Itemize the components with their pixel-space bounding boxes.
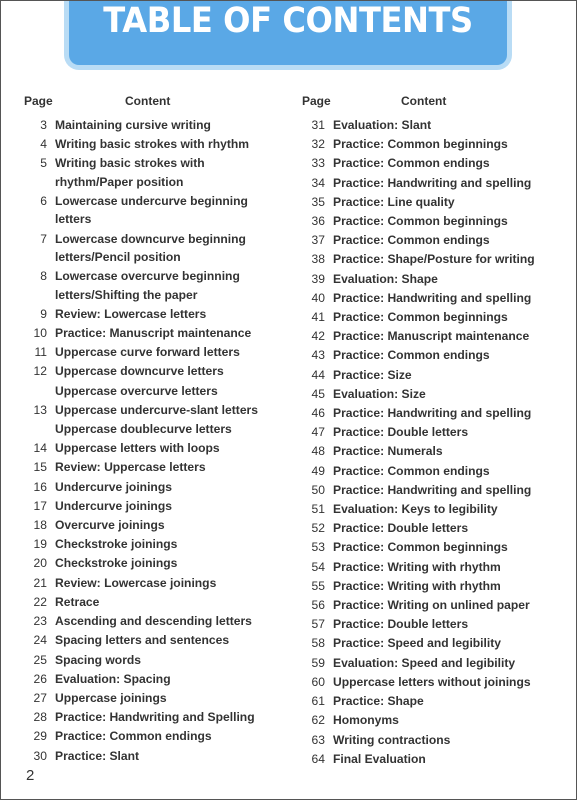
toc-entry-title: Practice: Shape (333, 694, 424, 709)
toc-entry-page: 47 (311, 425, 325, 440)
toc-entry-page: 35 (311, 194, 325, 209)
toc-entry (21, 324, 283, 342)
toc-entry (299, 692, 571, 710)
toc-entry-title: Evaluation: Size (333, 386, 426, 401)
toc-entry-page: 6 (40, 194, 47, 209)
toc-entry (21, 154, 283, 191)
toc-entry-page: 44 (311, 367, 325, 382)
toc-entry-page: 56 (311, 598, 325, 613)
toc-entry (21, 267, 283, 304)
toc-entry (21, 382, 283, 400)
toc-entry (21, 478, 283, 496)
toc-entry-page: 41 (311, 310, 325, 325)
toc-entry (21, 535, 283, 553)
toc-entry (299, 250, 571, 268)
toc-entry-page: 14 (33, 441, 47, 456)
toc-entry (21, 612, 283, 630)
toc-entry-page: 17 (33, 498, 47, 513)
toc-column-left (21, 94, 283, 766)
toc-entry-title: Practice: Common beginnings (333, 540, 508, 555)
toc-entry-title: Practice: Writing on unlined paper (333, 598, 530, 613)
toc-entry-page: 33 (311, 156, 325, 171)
toc-entry-title: Practice: Writing with rhythm (333, 559, 501, 574)
toc-entry-title: Lowercase undercurve beginning letters (55, 194, 248, 227)
toc-entry (21, 574, 283, 592)
toc-entry-page: 34 (311, 175, 325, 190)
toc-entry-page: 5 (40, 156, 47, 171)
toc-entry-title: Practice: Writing with rhythm (333, 578, 501, 593)
toc-entry-title: Practice: Handwriting and spelling (333, 482, 532, 497)
toc-entry-title: Evaluation: Keys to legibility (333, 502, 498, 517)
toc-entry-page: 7 (40, 231, 47, 246)
toc-entry-page: 50 (311, 482, 325, 497)
toc-entry-page: 25 (33, 652, 47, 667)
toc-entry (299, 442, 571, 460)
toc-entry-page: 42 (311, 329, 325, 344)
toc-entry (299, 634, 571, 652)
toc-entry (21, 116, 283, 134)
toc-entry (21, 362, 283, 380)
toc-entry (21, 439, 283, 457)
toc-entry-title: Practice: Numerals (333, 444, 443, 459)
toc-entry (299, 673, 571, 691)
toc-entry-page: 48 (311, 444, 325, 459)
toc-entry-title: Writing contractions (333, 732, 451, 747)
toc-entry (21, 747, 283, 765)
toc-entry-title: Uppercase joinings (55, 690, 167, 705)
toc-entry-title: Uppercase curve forward letters (55, 345, 240, 360)
toc-entry-page: 11 (34, 345, 47, 360)
toc-entry (21, 458, 283, 476)
toc-entry-page: 22 (33, 594, 47, 609)
toc-entry-page: 26 (33, 671, 47, 686)
column-header (299, 94, 571, 116)
toc-entry-page: 28 (33, 710, 47, 725)
toc-entry-title: Review: Uppercase letters (55, 460, 206, 475)
toc-column-right (299, 94, 571, 769)
toc-entry-title: Lowercase downcurve beginning letters/Pencil position (55, 231, 246, 265)
toc-entry-title: Uppercase letters without joinings (333, 674, 531, 689)
toc-entry-page: 58 (311, 636, 325, 651)
toc-entry-page: 18 (33, 518, 47, 533)
toc-entry (21, 401, 283, 419)
toc-entry-title: Practice: Speed and legibility (333, 636, 502, 651)
toc-entry (299, 270, 571, 288)
toc-entry-page: 57 (311, 617, 325, 632)
toc-entry-title: Lowercase overcurve beginning letters/Shifting the paper (55, 269, 240, 302)
toc-entry-title: Practice: Manuscript maintenance (55, 326, 252, 341)
toc-entry (299, 346, 571, 364)
toc-entry-page: 19 (33, 537, 47, 552)
toc-entry (299, 731, 571, 749)
toc-entry-page: 10 (33, 326, 47, 341)
toc-entry-title: Uppercase letters with loops (55, 441, 220, 456)
toc-entry-title: Undercurve joinings (55, 498, 172, 513)
toc-entry-title: Uppercase undercurve-slant letters (55, 402, 258, 417)
toc-entry (299, 500, 571, 518)
toc-entry-title: Practice: Common endings (333, 233, 490, 248)
toc-entry-page: 53 (311, 540, 325, 555)
toc-entry (21, 593, 283, 611)
toc-entry (21, 689, 283, 707)
toc-entry-page: 45 (311, 386, 325, 401)
page-header: Page (24, 94, 53, 108)
toc-entry-page: 3 (40, 118, 47, 132)
toc-entry-page: 24 (33, 633, 47, 648)
toc-entry (299, 596, 571, 614)
toc-entry-title: Evaluation: Shape (333, 271, 438, 286)
toc-entry (21, 192, 283, 229)
toc-entry-title: Ascending and descending letters (55, 614, 252, 629)
toc-entry-page: 30 (33, 748, 47, 763)
toc-entry-page: 16 (33, 479, 47, 494)
toc-entry-title: Practice: Size (333, 367, 412, 382)
toc-entry (299, 327, 571, 345)
toc-entry (299, 385, 571, 403)
toc-entry (21, 727, 283, 745)
toc-entry (299, 538, 571, 556)
toc-entry-page: 4 (40, 137, 47, 152)
toc-entry-page: 8 (40, 269, 47, 284)
toc-entry-title: Practice: Double letters (333, 521, 469, 536)
toc-entry-page: 43 (311, 348, 325, 363)
toc-entry-page: 51 (311, 502, 325, 517)
toc-entry-page: 37 (311, 233, 325, 248)
toc-entry (21, 497, 283, 515)
toc-entry (299, 308, 571, 326)
column-header (21, 94, 283, 116)
toc-entry-title: Writing basic strokes with rhythm/Paper position (55, 156, 205, 189)
toc-entry-title: Practice: Handwriting and spelling (333, 290, 532, 305)
toc-entry (21, 420, 283, 438)
toc-entry-title: Practice: Shape/Posture for writing (333, 252, 535, 267)
toc-entry (299, 231, 571, 249)
content-header: Content (125, 94, 171, 108)
toc-entry (299, 404, 571, 422)
toc-entry-title: Uppercase overcurve letters (55, 383, 218, 398)
toc-entry-page: 46 (311, 406, 325, 421)
toc-entry (299, 750, 571, 768)
toc-entry-title: Evaluation: Spacing (55, 671, 171, 686)
toc-entry (299, 154, 571, 172)
toc-entry-page: 29 (33, 729, 47, 744)
toc-entry-title: Maintaining cursive writing (55, 118, 211, 132)
toc-entry (299, 615, 571, 633)
toc-entry-page: 49 (311, 463, 325, 478)
toc-entry-page: 59 (311, 655, 325, 670)
toc-entry (21, 651, 283, 669)
toc-entry-title: Review: Lowercase letters (55, 306, 207, 321)
toc-entry (21, 230, 283, 267)
toc-entry-page: 40 (311, 290, 325, 305)
toc-entry (299, 116, 571, 134)
toc-entry (21, 135, 283, 153)
toc-entry-title: Evaluation: Slant (333, 118, 432, 132)
toc-entries-right (299, 116, 571, 768)
toc-entry-title: Spacing letters and sentences (55, 633, 230, 648)
toc-entry-title: Uppercase downcurve letters (55, 364, 224, 379)
toc-entry-title: Practice: Common endings (333, 463, 490, 478)
toc-entry-page: 60 (311, 674, 325, 689)
toc-entry-title: Practice: Common beginnings (333, 214, 508, 229)
toc-entry-page: 64 (311, 751, 325, 766)
toc-entry-page: 32 (311, 137, 325, 152)
toc-entry-title: Practice: Common beginnings (333, 137, 508, 152)
content-header: Content (401, 94, 447, 108)
toc-entry-title: Writing basic strokes with rhythm (55, 137, 249, 152)
toc-entry (21, 516, 283, 534)
title-banner (69, 0, 507, 65)
toc-entry-title: Spacing words (55, 652, 142, 667)
toc-entry-page: 13 (33, 402, 47, 417)
toc-entry-title: Practice: Double letters (333, 617, 469, 632)
toc-entry (21, 631, 283, 649)
toc-entry-page: 20 (33, 556, 47, 571)
toc-entry-title: Practice: Handwriting and spelling (333, 175, 532, 190)
toc-entry-page: 15 (33, 460, 47, 475)
toc-entry-page: 62 (311, 713, 325, 728)
toc-entry-page: 12 (33, 364, 47, 379)
toc-entry-title: Evaluation: Speed and legibility (333, 655, 516, 670)
toc-entry (299, 481, 571, 499)
toc-entry-title: Checkstroke joinings (55, 537, 178, 552)
toc-entry-title: Practice: Manuscript maintenance (333, 329, 530, 344)
toc-entry (299, 366, 571, 384)
toc-entry-page: 9 (40, 306, 47, 321)
toc-entry-page: 63 (311, 732, 325, 747)
toc-entry (299, 423, 571, 441)
toc-entry (299, 212, 571, 230)
toc-entry-page: 36 (311, 214, 325, 229)
toc-entry-title: Practice: Common beginnings (333, 310, 508, 325)
toc-entry-page: 54 (311, 559, 325, 574)
toc-entry (21, 343, 283, 361)
toc-entry-page: 55 (311, 578, 325, 593)
toc-entry (21, 305, 283, 323)
toc-entry (21, 554, 283, 572)
page-number: 2 (26, 767, 35, 784)
toc-entry-title: Practice: Common endings (333, 348, 490, 363)
toc-entry-title: Review: Lowercase joinings (55, 575, 217, 590)
toc-entry-title: Checkstroke joinings (55, 556, 178, 571)
toc-entry (299, 711, 571, 729)
toc-entry-title: Practice: Double letters (333, 425, 469, 440)
toc-entry-title: Overcurve joinings (55, 518, 165, 533)
page-title: TABLE OF CONTENTS (103, 1, 473, 41)
toc-entry (299, 519, 571, 537)
toc-entry-title: Practice: Handwriting and spelling (333, 406, 532, 421)
toc-entry-page: 61 (311, 694, 325, 709)
toc-entries-left (21, 116, 283, 765)
toc-entry-page: 38 (311, 252, 325, 267)
toc-entry-title: Undercurve joinings (55, 479, 172, 494)
toc-entry (299, 135, 571, 153)
toc-entry-title: Practice: Line quality (333, 194, 455, 209)
toc-entry-title: Final Evaluation (333, 751, 426, 766)
toc-entry-title: Practice: Slant (55, 748, 140, 763)
toc-entry (299, 654, 571, 672)
toc-entry-title: Retrace (55, 594, 100, 609)
page-header: Page (302, 94, 331, 108)
toc-entry-page: 23 (33, 614, 47, 629)
toc-entry (299, 174, 571, 192)
toc-entry (299, 193, 571, 211)
toc-entry-title: Uppercase doublecurve letters (55, 422, 232, 437)
toc-entry-title: Practice: Handwriting and Spelling (55, 710, 255, 725)
toc-entry-title: Practice: Common endings (333, 156, 490, 171)
toc-entry (21, 708, 283, 726)
toc-entry-title: Homonyms (333, 713, 399, 728)
toc-entry (299, 558, 571, 576)
toc-entry-title: Practice: Common endings (55, 729, 212, 744)
toc-entry-page: 31 (311, 118, 325, 132)
toc-entry-page: 27 (33, 690, 47, 705)
toc-entry (299, 462, 571, 480)
toc-entry (21, 670, 283, 688)
toc-entry-page: 52 (311, 521, 325, 536)
toc-entry (299, 577, 571, 595)
toc-entry-page: 39 (311, 271, 325, 286)
toc-entry (299, 289, 571, 307)
toc-entry-page: 21 (33, 575, 47, 590)
